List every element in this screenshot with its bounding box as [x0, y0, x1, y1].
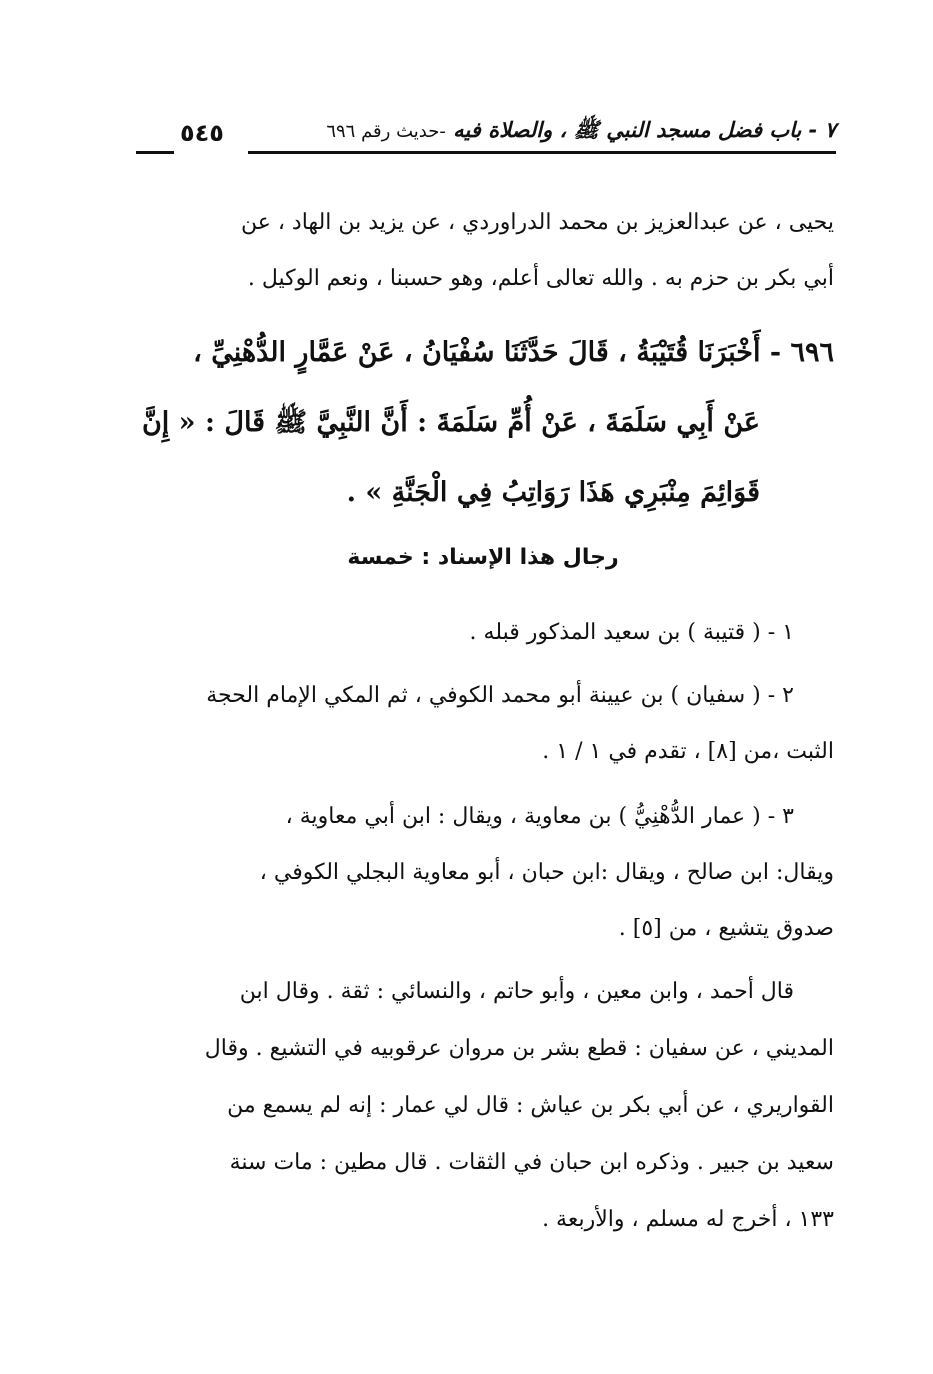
hadith-line: ٦٩٦ - أَخْبَرَنَا قُتَيْبَةُ ، قَالَ حَدَّثَنَا سُفْيَانُ ، عَنْ عَمَّارٍ الدُّهْنِيِّ ، — [193, 337, 834, 368]
text-line: قال أحمد ، وابن معين ، وأبو حاتم ، والنسائي : ثقة . وقال ابن — [239, 979, 794, 1004]
narrator-entry — [132, 605, 834, 661]
text-line: المديني ، عن سفيان : قطع بشر بن مروان عرقوبيه في التشيع . وقال — [204, 1036, 834, 1061]
hadith-line: قَوَائِمَ مِنْبَرِي هَذَا رَوَاتِبُ فِي الْجَنَّةِ » . — [346, 477, 760, 508]
text-line: ٢ - ( سفيان ) بن عيينة أبو محمد الكوفي ، ثم المكي الإمام الحجة — [206, 683, 794, 708]
text-line: يحيى ، عن عبدالعزيز بن محمد الدراوردي ، عن يزيد بن الهاد ، عن — [240, 210, 834, 235]
hadith-line: عَنْ أَبِي سَلَمَةَ ، عَنْ أُمِّ سَلَمَةَ : أَنَّ النَّبِيَّ ﷺ قَالَ : « إِنَّ — [141, 407, 760, 438]
page-number: ٥٤٥ — [180, 119, 224, 147]
intro-paragraph — [132, 195, 834, 307]
text-line: ١٣٣ ، أخرج له مسلم ، والأربعة . — [542, 1207, 834, 1232]
page-number-dash — [136, 151, 174, 154]
chapter-title-text: ٧ - باب فضل مسجد النبي ﷺ ، والصلاة فيه — [453, 118, 836, 142]
text-line: أبي بكر بن حزم به . والله تعالى أعلم، وهو حسبنا ، ونعم الوكيل . — [247, 266, 834, 291]
chapter-title — [326, 117, 836, 148]
running-header — [136, 113, 836, 163]
text-line: ١ - ( قتيبة ) بن سعيد المذكور قبله . — [469, 620, 794, 645]
text-line: صدوق يتشيع ، من [٥] . — [618, 916, 834, 941]
section-heading: رجال هذا الإسناد : خمسة — [347, 545, 619, 570]
commentary-paragraph — [132, 963, 834, 1248]
text-line: القواريري ، عن أبي بكر بن عياش : قال لي عمار : إنه لم يسمع من — [227, 1093, 834, 1118]
text-line: ٣ - ( عمار الدُّهْنِيُّ ) بن معاوية ، ويقال : ابن أبي معاوية ، — [285, 804, 794, 829]
header-rule — [248, 151, 836, 154]
hadith-text — [132, 318, 834, 528]
narrator-entry — [132, 668, 834, 780]
hadith-reference: -حديث رقم ٦٩٦ — [326, 121, 446, 142]
text-line: ويقال: ابن صالح ، ويقال :ابن حبان ، أبو معاوية البجلي الكوفي ، — [259, 860, 834, 885]
text-line: الثبت ،من [٨] ، تقدم في ١ / ١ . — [542, 739, 834, 764]
narrator-entry — [132, 789, 834, 957]
text-line: سعيد بن جبير . وذكره ابن حبان في الثقات . قال مطين : مات سنة — [229, 1150, 834, 1175]
